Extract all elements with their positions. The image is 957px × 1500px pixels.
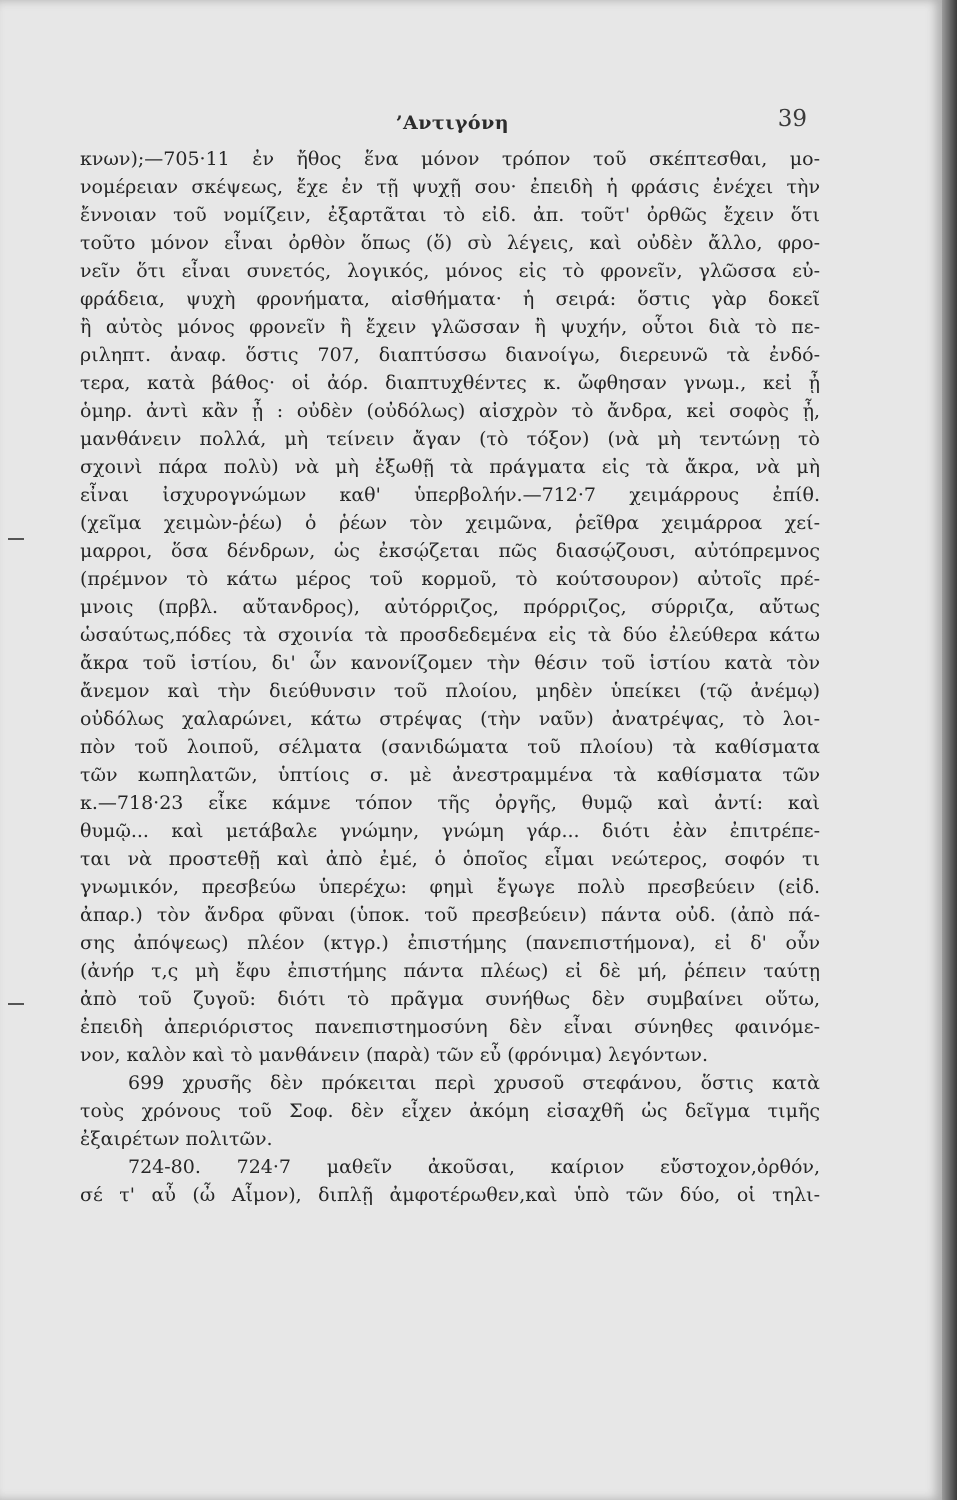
text-line: κ.—718·23 εἶκε κάμνε τόπον τῆς ὀργῆς, θυμῷ καὶ ἀντί: καὶ [80,792,820,814]
text-line: μαρροι, ὅσα δένδρων, ὡς ἐκσῴζεται πῶς διασῴζουσι, αὐτόπρεμνος [80,540,820,562]
text-line: ἐπειδὴ ἀπεριόριστος πανεπιστημοσύνη δὲν εἶναι σύνηθες φαινόμε- [80,1016,820,1038]
text-line: φράδεια, ψυχὴ φρονήματα, αἰσθήματα· ἡ σειρά: ὅστις γὰρ δοκεῖ [80,288,820,310]
text-line: (χεῖμα χειμὼν-ῥέω) ὁ ῥέων τὸν χειμῶνα, ῥεῖθρα χειμάρροα χεί- [80,512,820,534]
text-line: (ἀνήρ τ,ς μὴ ἔφυ ἐπιστήμης πάντα πλέως) εἰ δὲ μή, ῥέπειν ταύτῃ [80,960,820,982]
text-line: σης ἀπόψεως) πλέον (κτγρ.) ἐπιστήμης (πανεπιστήμονα), εἰ δ' οὖν [80,932,820,954]
page-header [0,106,942,146]
text-line: ἄκρα τοῦ ἱστίου, δι' ὧν κανονίζομεν τὴν θέσιν τοῦ ἱστίου κατὰ τὸν [80,652,820,674]
text-line: νεῖν ὅτι εἶναι συνετός, λογικός, μόνος εἰς τὸ φρονεῖν, γλῶσσα εὐ- [80,260,820,282]
margin-mark [8,538,24,540]
text-line: τῶν κωπηλατῶν, ὑπτίοις σ. μὲ ἀνεστραμμένα τὰ καθίσματα τῶν [80,764,820,786]
text-line: εἶναι ἰσχυρογνώμων καθ' ὑπερβολήν.—712·7 χειμάρρους ἐπίθ. [80,484,820,506]
text-line: τερα, κατὰ βάθος· οἱ ἀόρ. διαπτυχθέντες κ. ὤφθησαν γνωμ., κεἰ ᾖ [80,372,820,394]
text-line: τοῦτο μόνον εἶναι ὀρθὸν ὅπως (ὅ) σὺ λέγεις, καὶ οὐδὲν ἄλλο, φρο- [80,232,820,254]
text-line: 724-80. 724·7 μαθεῖν ἀκοῦσαι, καίριον εὔστοχον,ὀρθόν, [128,1156,820,1178]
text-line: γνωμικόν, πρεσβεύω ὑπερέχω: φημὶ ἔγωγε πολὺ πρεσβεύειν (εἰδ. [80,876,820,898]
margin-mark [8,1003,24,1005]
text-line: τοὺς χρόνους τοῦ Σοφ. δὲν εἶχεν ἀκόμη εἰσαχθῆ ὡς δεῖγμα τιμῆς [80,1100,820,1122]
text-line: ται νὰ προστεθῇ καὶ ἀπὸ ἐμέ, ὁ ὁποῖος εἶμαι νεώτερος, σοφόν τι [80,848,820,870]
text-line: νομέρειαν σκέψεως, ἔχε ἐν τῇ ψυχῇ σου· ἐπειδὴ ἡ φράσις ἐνέχει τὴν [80,176,820,198]
text-line: μανθάνειν πολλά, μὴ τείνειν ἄγαν (τὸ τόξον) (νὰ μὴ τεντώνῃ τὸ [80,428,820,450]
text-line: ὡσαύτως,πόδες τὰ σχοινία τὰ προσδεδεμένα εἰς τὰ δύο ἐλεύθερα κάτω [80,624,820,646]
text-line: ἀπὸ τοῦ ζυγοῦ: διότι τὸ πρᾶγμα συνήθως δὲν συμβαίνει οὕτω, [80,988,820,1010]
page-number: 39 [777,106,807,132]
text-line: 699 χρυσῆς δὲν πρόκειται περὶ χρυσοῦ στεφάνου, ὅστις κατὰ [128,1072,820,1094]
text-line: κνων);—705·11 ἐν ἤθος ἕνα μόνον τρόπον τοῦ σκέπτεσθαι, μο- [80,148,820,170]
text-line: ριληπτ. ἀναφ. ὅστις 707, διαπτύσσω διανοίγω, διερευνῶ τὰ ἐνδό- [80,344,820,366]
running-title: ’Αντιγόνη [395,112,510,134]
text-line: ἔννοιαν τοῦ νομίζειν, ἐξαρτᾶται τὸ εἰδ. ἀπ. τοῦτ' ὀρθῶς ἔχειν ὅτι [80,204,820,226]
text-line: ἢ αὐτὸς μόνος φρονεῖν ἢ ἔχειν γλῶσσαν ἢ ψυχήν, οὗτοι διὰ τὸ πε- [80,316,820,338]
text-line: (πρέμνον τὸ κάτω μέρος τοῦ κορμοῦ, τὸ κούτσουρον) αὐτοῖς πρέ- [80,568,820,590]
text-line: ἄνεμον καὶ τὴν διεύθυνσιν τοῦ πλοίου, μηδὲν ὑπείκει (τῷ ἀνέμῳ) [80,680,820,702]
text-line: ὁμηρ. ἀντὶ κἂν ᾖ : οὐδὲν (οὐδόλως) αἰσχρὸν τὸ ἄνδρα, κεἰ σοφὸς ᾖ, [80,400,820,422]
commentary-text [80,145,820,1209]
text-line: θυμῷ... καὶ μετάβαλε γνώμην, γνώμη γάρ... διότι ἐὰν ἐπιτρέπε- [80,820,820,842]
text-line: σέ τ' αὖ (ὦ Αἷμον), διπλῇ ἀμφοτέρωθεν,καὶ ὑπὸ τῶν δύο, οἱ τηλι- [80,1184,820,1206]
text-line: μνοις (πρβλ. αὔτανδρος), αὐτόρριζος, πρόρριζος, σύρριζα, αὔτως [80,596,820,618]
text-line: ἐξαιρέτων πολιτῶν. [80,1128,273,1150]
text-line: πὸν τοῦ λοιποῦ, σέλματα (σανιδώματα τοῦ πλοίου) τὰ καθίσματα [80,736,820,758]
text-line: ἀπαρ.) τὸν ἄνδρα φῦναι (ὑποκ. τοῦ πρεσβεύειν) πάντα οὐδ. (ἀπὸ πά- [80,904,820,926]
text-line: οὐδόλως χαλαρώνει, κάτω στρέψας (τὴν ναῦν) ἀνατρέψας, τὸ λοι- [80,708,820,730]
page-edge [942,0,957,1500]
text-line: νον, καλὸν καὶ τὸ μανθάνειν (παρὰ) τῶν εὖ (φρόνιμα) λεγόντων. [80,1044,709,1066]
text-line: σχοινὶ πάρα πολὺ) νὰ μὴ ἐξωθῇ τὰ πράγματα εἰς τὰ ἄκρα, νὰ μὴ [80,456,820,478]
